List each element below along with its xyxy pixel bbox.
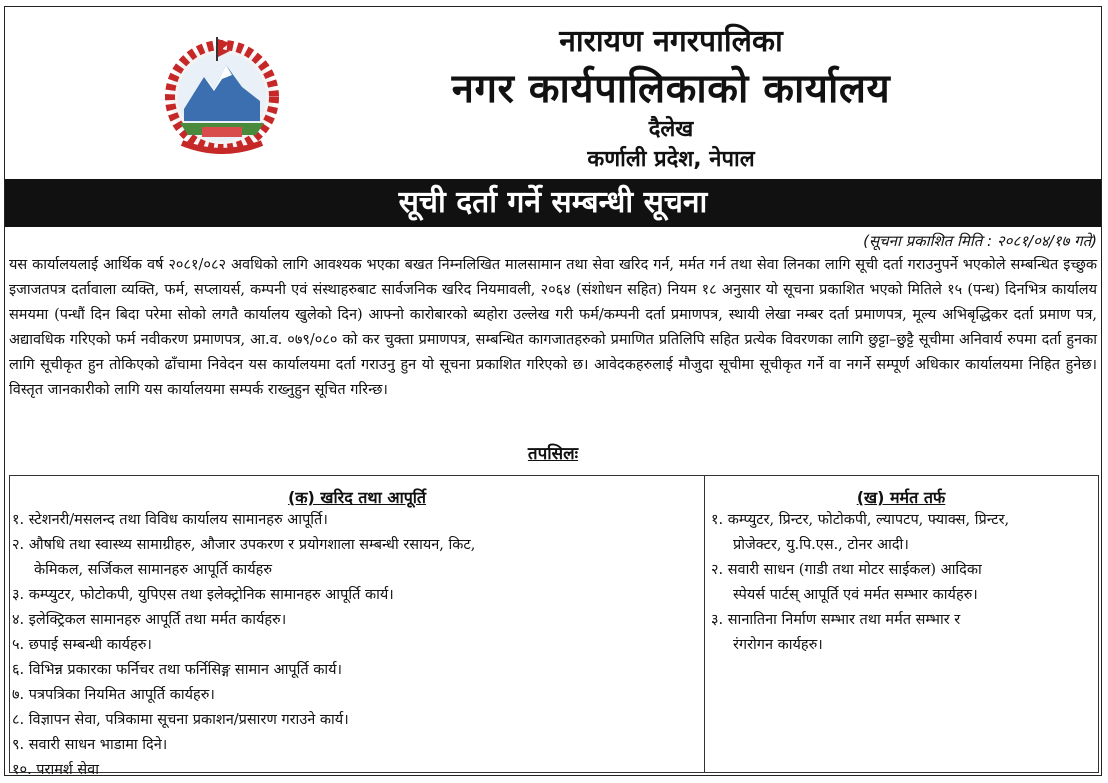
list-item: ५. छपाई सम्बन्धी कार्यहरु। [12, 637, 152, 653]
repair-list [705, 508, 1097, 658]
list-item: ८. विज्ञापन सेवा, पत्रिकामा सूचना प्रकाशन/प्रसारण गराउने कार्य। [12, 712, 349, 728]
notice-title-banner: सूची दर्ता गर्ने सम्बन्धी सूचना [5, 179, 1101, 227]
notice-header [5, 7, 1101, 179]
notice-frame [4, 6, 1102, 776]
details-heading: तपसिलः [527, 444, 579, 464]
list-item: ९. सवारी साधन भाडामा दिने। [12, 737, 168, 753]
details-table [9, 475, 1099, 778]
list-item: ३. कम्प्युटर, फोटोकपी, युपिएस तथा इलेक्ट्रोनिक सामानहरु आपूर्ति कार्य। [12, 587, 394, 603]
list-item: प्रोजेक्टर, यु.पि.एस., टोनर आदी। [733, 537, 909, 553]
published-date: (सूचना प्रकाशित मिति : २०८१/०४/१७ गते) [863, 232, 1097, 250]
list-item: स्पेयर्स पार्टस् आपूर्ति एवं मर्मत सम्भार कार्यहरु। [733, 587, 978, 603]
list-item: २. औषधि तथा स्वास्थ्य सामाग्रीहरु, औजार उपकरण र प्रयोगशाला सम्बन्धी रसायन, किट, [12, 537, 476, 553]
repair-heading: (ख) मर्मत तर्फ [856, 488, 946, 507]
org-name: नारायण नगरपालिका [559, 24, 783, 59]
list-item: २. सवारी साधन (गाडी तथा मोटर साईकल) आदिका [711, 562, 982, 578]
province-name: कर्णाली प्रदेश, नेपाल [587, 147, 755, 172]
procurement-list [10, 508, 704, 783]
office-name: नगर कार्यपालिकाको कार्यालय [451, 66, 891, 112]
notice-body: यस कार्यालयलाई आर्थिक वर्ष २०८१/०८२ अवधिको लागि आवश्यक भएका बखत निम्नलिखित मालसामान तथा सेवा खरिद गर्न, मर्मत गर्न तथा सेवा लिनका लागि सूची दर्ता गराउनुपर्ने भएकोले सम्बन्धित इच्छुक इजाजतपत्र दर्तावाला व्यक्ति, फर्म, सप्लायर्स, कम्पनी एवं संस्थाहरुबाट सार्वजनिक खरिद नियमावली, २०६४ (संशोधन सहित) नियम १८ अनुसार यो सूचना प्रकाशित भएको मितिले १५ (पन्ध) दिनभित्र कार्यालय समयमा (पन्धौं दिन बिदा परेमा सोको लगतै कार्यालय खुलेको दिन) आफ्नो कारोबारको ब्यहोरा उल्लेख गरी फर्म/कम्पनी दर्ता प्रमाणपत्र, स्थायी लेखा नम्बर दर्ता प्रमाणपत्र, मूल्य अभिबृद्धिकर दर्ता प्रमाण पत्र, अद्यावधिक गरिएको फर्म नवीकरण प्रमाणपत्र, आ.व. ०७९/०८० को कर चुक्ता प्रमाणपत्र, सम्बन्धित कागजातहरुको प्रमाणित प्रतिलिपि सहित प्रत्येक विवरणका लागि छुट्टा–छुट्टै सूचीमा अनिवार्य रुपमा दर्ता हुनका लागि सूचीकृत हुन तोकिएको ढाँचामा निवेदन यस कार्यालयमा दर्ता गराउनु हुन यो सूचना प्रकाशित गरिएको छ। आवेदकहरुलाई मौजुदा सूचीमा सूचीकृत गर्ने वा नगर्ने सम्पूर्ण अधिकार कार्यालयमा निहित हुनेछ। विस्तृत जानकारीको लागि यस कार्यालयमा सम्पर्क राख्नुहुन सूचित गरिन्छ। [9, 257, 1097, 398]
list-item: रंगरोगन कार्यहरु। [733, 637, 823, 653]
list-item: ६. विभिन्न प्रकारका फर्निचर तथा फर्निसिङ्ग सामान आपूर्ति कार्य। [12, 662, 343, 678]
list-item: ४. इलेक्ट्रिकल सामानहरु आपूर्ति तथा मर्मत कार्यहरु। [12, 612, 287, 628]
procurement-heading: (क) खरिद तथा आपूर्ति [287, 488, 427, 507]
procurement-column [10, 476, 705, 778]
list-item: १. स्टेशनरी/मसलन्द तथा विविध कार्यालय सामानहरु आपूर्ति। [12, 512, 328, 528]
list-item: १०. परामर्श सेवा [12, 762, 99, 778]
list-item: १. कम्प्युटर, प्रिन्टर, फोटोकपी, ल्यापटप, फ्याक्स, प्रिन्टर, [711, 512, 1010, 528]
list-item: केमिकल, सर्जिकल सामानहरु आपूर्ति कार्यहरु [34, 562, 273, 578]
district-name: दैलेख [648, 117, 694, 142]
repair-column [705, 476, 1097, 772]
list-item: ७. पत्रपत्रिका नियमित आपूर्ति कार्यहरु। [12, 687, 215, 703]
list-item: ३. सानातिना निर्माण सम्भार तथा मर्मत सम्भार र [711, 612, 961, 628]
